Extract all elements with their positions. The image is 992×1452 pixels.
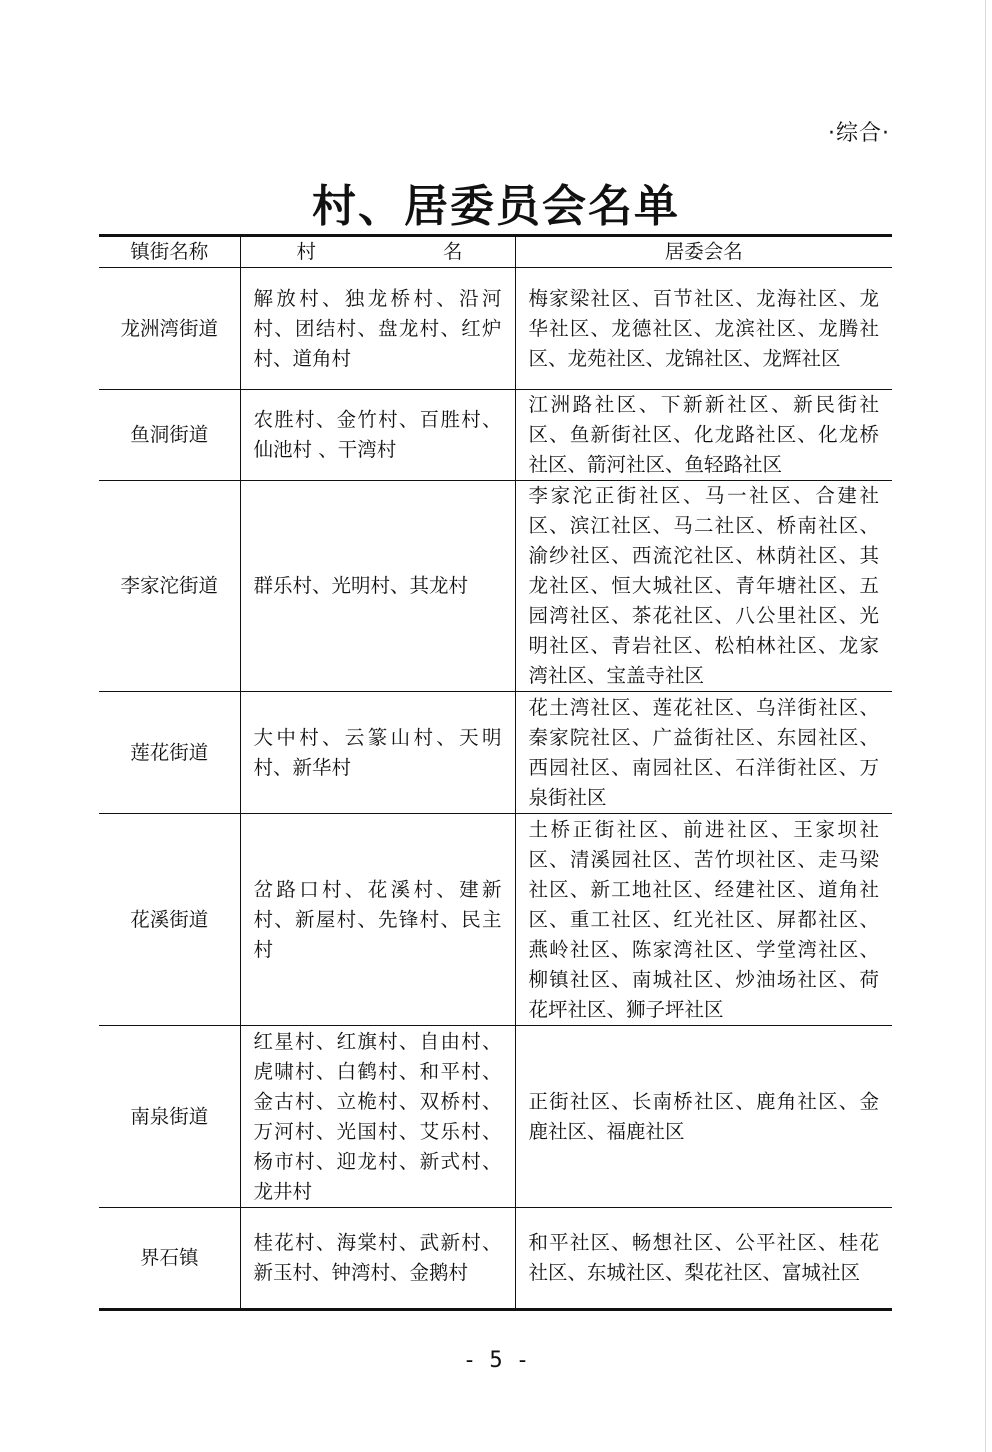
town-cell: 鱼洞街道: [99, 390, 240, 481]
header-villages: [240, 236, 515, 268]
villages-cell: 解放村、独龙桥村、沿河村、团结村、盘龙村、红炉村、道角村: [240, 268, 515, 390]
table-row: [99, 268, 892, 390]
table-row: [99, 390, 892, 481]
section-tag: ·综合·: [828, 121, 890, 146]
header-villages-char-1: 村: [296, 240, 317, 263]
header-town: 镇街名称: [99, 236, 240, 268]
residents-cell: 李家沱正街社区、马一社区、合建社区、滨江社区、马二社区、桥南社区、渝纱社区、西流沱社区、林荫社区、其龙社区、恒大城社区、青年塘社区、五园湾社区、茶花社区、八公里社区、光明社区、青岩社区、松柏林社区、龙家湾社区、宝盖寺社区: [515, 481, 892, 692]
villages-cell: 红星村、红旗村、自由村、虎啸村、白鹤村、和平村、金古村、立桅村、双桥村、万河村、光国村、艾乐村、杨市村、迎龙村、新式村、龙井村: [240, 1026, 515, 1208]
residents-cell: 梅家梁社区、百节社区、龙海社区、龙华社区、龙德社区、龙滨社区、龙腾社区、龙苑社区、龙锦社区、龙辉社区: [515, 268, 892, 390]
table-row: [99, 1208, 892, 1310]
roster-table: [99, 234, 892, 1311]
residents-cell: 土桥正街社区、前进社区、王家坝社区、清溪园社区、苦竹坝社区、走马梁社区、新工地社区、经建社区、道角社区、重工社区、红光社区、屏都社区、燕岭社区、陈家湾社区、学堂湾社区、柳镇社区、南城社区、炒油场社区、荷花坪社区、狮子坪社区: [515, 814, 892, 1026]
page-number: - 5 -: [462, 1348, 530, 1373]
villages-cell: 群乐村、光明村、其龙村: [240, 481, 515, 692]
residents-cell: 正街社区、长南桥社区、鹿角社区、金鹿社区、福鹿社区: [515, 1026, 892, 1208]
villages-cell: 大中村、云篆山村、天明村、新华村: [240, 692, 515, 814]
town-cell: 界石镇: [99, 1208, 240, 1310]
table-row: [99, 1026, 892, 1208]
residents-cell: 江洲路社区、下新新社区、新民街社区、鱼新街社区、化龙路社区、化龙桥社区、箭河社区、鱼轻路社区: [515, 390, 892, 481]
town-cell: 南泉街道: [99, 1026, 240, 1208]
town-cell: 龙洲湾街道: [99, 268, 240, 390]
table-header-row: [99, 236, 892, 268]
header-villages-char-2: 名: [442, 240, 463, 263]
page-title: 村、居委员会名单: [312, 181, 680, 232]
header-residents: 居委会名: [515, 236, 892, 268]
town-cell: 李家沱街道: [99, 481, 240, 692]
villages-cell: 桂花村、海棠村、武新村、新玉村、钟湾村、金鹅村: [240, 1208, 515, 1310]
residents-cell: 花土湾社区、莲花社区、乌洋街社区、秦家院社区、广益街社区、东园社区、西园社区、南园社区、石洋街社区、万泉街社区: [515, 692, 892, 814]
table-row: [99, 692, 892, 814]
villages-cell: 农胜村、金竹村、百胜村、仙池村 、干湾村: [240, 390, 515, 481]
town-cell: 莲花街道: [99, 692, 240, 814]
villages-cell: 岔路口村、花溪村、建新村、新屋村、先锋村、民主村: [240, 814, 515, 1026]
table-row: [99, 814, 892, 1026]
town-cell: 花溪街道: [99, 814, 240, 1026]
residents-cell: 和平社区、畅想社区、公平社区、桂花社区、东城社区、梨花社区、富城社区: [515, 1208, 892, 1310]
table-row: [99, 481, 892, 692]
